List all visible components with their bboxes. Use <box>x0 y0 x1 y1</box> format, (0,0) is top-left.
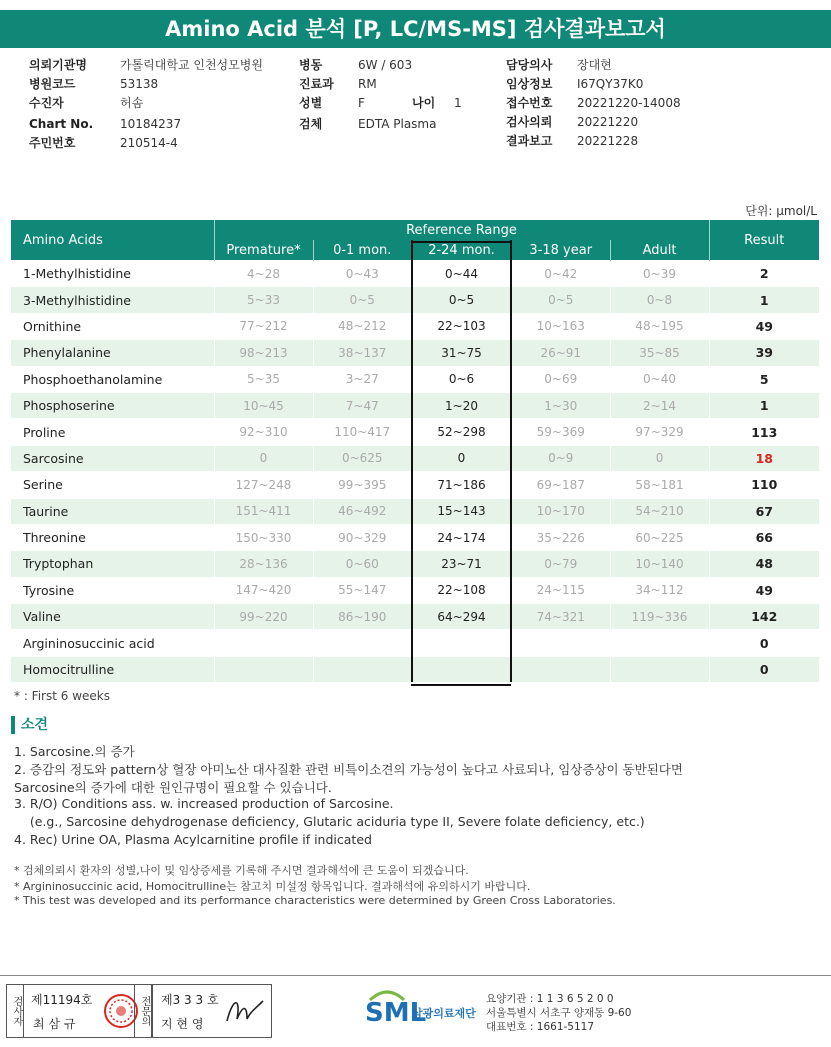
reference-range-cell: 31~75 <box>412 340 511 366</box>
table-row <box>11 604 819 630</box>
reference-range-cell: 99~220 <box>214 604 313 630</box>
info-value: RM <box>358 77 377 91</box>
amino-acid-name: Sarcosine <box>11 445 214 471</box>
report-title: Amino Acid 분석 [P, LC/MS-MS] 검사결과보고서 <box>0 10 831 48</box>
amino-acid-name: Valine <box>11 604 214 630</box>
footer-divider <box>0 975 831 976</box>
amino-acid-name: Homocitrulline <box>11 656 214 682</box>
result-value: 1 <box>709 287 819 313</box>
reference-range-cell <box>610 630 709 656</box>
info-value: 6W / 603 <box>358 58 413 72</box>
reference-range-cell: 0~8 <box>610 287 709 313</box>
result-value: 18 <box>709 445 819 471</box>
reference-range-cell: 0~39 <box>610 261 709 287</box>
table-footnote: * : First 6 weeks <box>14 689 110 703</box>
reference-range-cell: 35~226 <box>511 524 610 550</box>
handwritten-signature-icon <box>223 991 267 1031</box>
reference-range-cell: 147~420 <box>214 577 313 603</box>
reference-range-cell: 58~181 <box>610 472 709 498</box>
reference-range-cell: 0 <box>610 445 709 471</box>
highlight-box-bottom <box>411 684 511 686</box>
amino-acid-name: Serine <box>11 472 214 498</box>
reference-range-cell: 77~212 <box>214 313 313 339</box>
reference-range-cell: 0~5 <box>511 287 610 313</box>
reference-range-cell: 0~60 <box>313 551 412 577</box>
reference-range-cell: 0 <box>214 445 313 471</box>
info-value: 장대현 <box>577 58 612 72</box>
reference-range-cell: 127~248 <box>214 472 313 498</box>
reference-range-cell: 7~47 <box>313 392 412 418</box>
table-row <box>11 287 819 313</box>
info-label: 담당의사 <box>506 58 553 72</box>
info-value: F <box>358 96 365 110</box>
reference-range-cell <box>412 630 511 656</box>
table-row <box>11 656 819 682</box>
table-row <box>11 630 819 656</box>
reference-range-cell: 0~5 <box>313 287 412 313</box>
table-row <box>11 419 819 445</box>
table-row <box>11 472 819 498</box>
reference-range-cell: 0~9 <box>511 445 610 471</box>
address-line-3: 대표번호 : 1661-5117 <box>486 1021 595 1033</box>
opinion-line: 1. Sarcosine.의 증가 <box>14 744 135 759</box>
result-value: 5 <box>709 366 819 392</box>
table-row <box>11 551 819 577</box>
reference-range-cell: 5~33 <box>214 287 313 313</box>
note-line: * Argininosuccinic acid, Homocitrulline는 참고치 미설정 항목입니다. 결과해석에 유의하시기 바랍니다. <box>14 880 531 893</box>
reference-range-cell <box>610 656 709 682</box>
unit-label: 단위: μmol/L <box>745 204 817 218</box>
reference-range-cell: 3~27 <box>313 366 412 392</box>
result-value: 0 <box>709 630 819 656</box>
reference-range-cell: 1~20 <box>412 392 511 418</box>
info-value: I67QY37K0 <box>577 77 644 91</box>
info-label: 진료과 <box>299 77 334 91</box>
signature-vertical-label: 전문의 <box>135 985 152 1037</box>
reference-range-cell: 28~136 <box>214 551 313 577</box>
reference-range-cell: 0~69 <box>511 366 610 392</box>
info-value: 53138 <box>120 77 159 91</box>
info-label: 임상정보 <box>506 77 553 91</box>
reference-range-cell: 119~336 <box>610 604 709 630</box>
amino-acid-name: 3-Methylhistidine <box>11 287 214 313</box>
note-line: * This test was developed and its performance characteristics were determined by Green Cross Laboratories. <box>14 894 616 907</box>
info-label: 의뢰기관명 <box>29 58 87 72</box>
amino-acid-name: Argininosuccinic acid <box>11 630 214 656</box>
reference-range-cell: 24~115 <box>511 577 610 603</box>
amino-acid-name: Proline <box>11 419 214 445</box>
info-label: 병동 <box>299 58 323 72</box>
reference-range-cell: 35~85 <box>610 340 709 366</box>
reference-range-cell: 26~91 <box>511 340 610 366</box>
reference-range-cell: 38~137 <box>313 340 412 366</box>
info-label: 병원코드 <box>29 77 76 91</box>
result-value: 49 <box>709 313 819 339</box>
address-line-1: 요양기관 : 1 1 3 6 5 2 0 0 <box>486 993 614 1005</box>
table-row <box>11 366 819 392</box>
info-value: 10184237 <box>120 117 182 131</box>
reference-range-cell: 5~35 <box>214 366 313 392</box>
reference-range-cell: 0~79 <box>511 551 610 577</box>
reference-range-cell: 92~310 <box>214 419 313 445</box>
table-row <box>11 524 819 550</box>
amino-acid-table <box>11 220 819 682</box>
col-header-reference-range: Reference Range <box>214 220 709 240</box>
reference-range-cell: 1~30 <box>511 392 610 418</box>
info-value: 허솜 <box>120 96 144 110</box>
brand-logo: SML <box>365 998 427 1028</box>
reference-range-cell: 150~330 <box>214 524 313 550</box>
reference-range-cell <box>313 630 412 656</box>
opinion-line: 4. Rec) Urine OA, Plasma Acylcarnitine profile if indicated <box>14 832 372 847</box>
info-label: 결과보고 <box>506 134 553 148</box>
amino-acid-name: Threonine <box>11 524 214 550</box>
col-header-result: Result <box>709 220 819 261</box>
info-value: EDTA Plasma <box>358 117 437 131</box>
age-value: 1 <box>454 96 462 110</box>
opinion-heading: 소견 <box>11 716 48 734</box>
signature-vertical-label: 검사자 <box>7 985 24 1037</box>
reference-range-cell: 2~14 <box>610 392 709 418</box>
reference-range-cell <box>511 656 610 682</box>
signer-name: 지 현 영 <box>161 1017 204 1031</box>
reference-range-cell: 0 <box>412 445 511 471</box>
reference-range-cell <box>412 656 511 682</box>
reference-range-cell: 0~5 <box>412 287 511 313</box>
reference-range-cell: 10~170 <box>511 498 610 524</box>
reference-range-cell: 10~45 <box>214 392 313 418</box>
age-label: 나이 <box>412 96 436 110</box>
reference-range-cell: 64~294 <box>412 604 511 630</box>
reference-range-cell: 98~213 <box>214 340 313 366</box>
table-row <box>11 261 819 287</box>
reference-range-cell: 0~42 <box>511 261 610 287</box>
sub-header-3-18-year: 3-18 year <box>511 240 610 261</box>
reference-range-cell: 48~212 <box>313 313 412 339</box>
info-label: 접수번호 <box>506 96 553 110</box>
result-value: 142 <box>709 604 819 630</box>
reference-range-cell: 34~112 <box>610 577 709 603</box>
amino-acid-name: Phenylalanine <box>11 340 214 366</box>
reference-range-cell: 59~369 <box>511 419 610 445</box>
info-label: 주민번호 <box>29 136 76 150</box>
signer-name: 최 삼 규 <box>33 1017 76 1031</box>
table-row <box>11 340 819 366</box>
reference-range-cell: 0~625 <box>313 445 412 471</box>
sub-header-premature: Premature* <box>214 240 313 261</box>
sub-header-2-24-mon: 2-24 mon. <box>412 240 511 261</box>
col-header-amino-acids: Amino Acids <box>11 220 214 261</box>
result-value: 2 <box>709 261 819 287</box>
reference-range-cell: 74~321 <box>511 604 610 630</box>
reference-range-cell: 60~225 <box>610 524 709 550</box>
license-number: 제3 3 3 호 <box>161 993 219 1007</box>
result-value: 110 <box>709 472 819 498</box>
reference-range-cell: 55~147 <box>313 577 412 603</box>
reference-range-cell: 0~43 <box>313 261 412 287</box>
table-row <box>11 313 819 339</box>
amino-acid-name: 1-Methylhistidine <box>11 261 214 287</box>
reference-range-cell: 86~190 <box>313 604 412 630</box>
reference-range-cell <box>511 630 610 656</box>
sub-header-adult: Adult <box>610 240 709 261</box>
info-value: 가톨릭대학교 인천성모병원 <box>120 58 263 72</box>
amino-acid-name: Tyrosine <box>11 577 214 603</box>
amino-acid-name: Tryptophan <box>11 551 214 577</box>
info-label: 성별 <box>299 96 323 110</box>
result-value: 0 <box>709 656 819 682</box>
reference-range-cell: 110~417 <box>313 419 412 445</box>
license-number: 제11194호 <box>31 993 93 1007</box>
result-value: 1 <box>709 392 819 418</box>
info-label: Chart No. <box>29 117 94 131</box>
result-value: 48 <box>709 551 819 577</box>
table-row <box>11 577 819 603</box>
reference-range-cell: 99~395 <box>313 472 412 498</box>
opinion-line: 2. 증감의 정도와 pattern상 혈장 아미노산 대사질환 관련 비특이소견의 가능성이 높다고 사료되나, 임상증상이 동반된다면 <box>14 762 683 777</box>
table-row <box>11 392 819 418</box>
reference-range-cell: 151~411 <box>214 498 313 524</box>
signature-box-technologist <box>6 984 153 1038</box>
highlight-box-top <box>411 241 511 243</box>
info-label: 수진자 <box>29 96 64 110</box>
reference-range-cell: 69~187 <box>511 472 610 498</box>
result-value: 113 <box>709 419 819 445</box>
signature-box-specialist <box>134 984 272 1038</box>
address-line-2: 서울특별시 서초구 양재동 9-60 <box>486 1007 632 1019</box>
result-value: 39 <box>709 340 819 366</box>
opinion-line: Sarcosine의 증가에 대한 원인규명이 필요할 수 있습니다. <box>14 780 332 795</box>
table-row <box>11 498 819 524</box>
note-line: * 검체의뢰시 환자의 성별,나이 및 임상증세를 기록해 주시면 결과해석에 큰 도움이 되겠습니다. <box>14 864 469 877</box>
result-value: 67 <box>709 498 819 524</box>
reference-range-cell: 0~40 <box>610 366 709 392</box>
reference-range-cell: 0~44 <box>412 261 511 287</box>
info-label: 검체 <box>299 117 323 131</box>
brand-name: 삼광의료재단 <box>412 1007 476 1020</box>
reference-range-cell <box>214 630 313 656</box>
reference-range-cell: 22~108 <box>412 577 511 603</box>
table-row <box>11 445 819 471</box>
reference-range-cell: 0~6 <box>412 366 511 392</box>
reference-range-cell: 48~195 <box>610 313 709 339</box>
reference-range-cell: 10~163 <box>511 313 610 339</box>
info-value: 20221220 <box>577 115 639 129</box>
amino-acid-name: Phosphoethanolamine <box>11 366 214 392</box>
reference-range-cell: 71~186 <box>412 472 511 498</box>
result-value: 66 <box>709 524 819 550</box>
info-value: 210514-4 <box>120 136 178 150</box>
amino-acid-name: Taurine <box>11 498 214 524</box>
reference-range-cell: 10~140 <box>610 551 709 577</box>
reference-range-cell: 24~174 <box>412 524 511 550</box>
info-value: 20221228 <box>577 134 639 148</box>
result-value: 49 <box>709 577 819 603</box>
info-label: 검사의뢰 <box>506 115 553 129</box>
opinion-line: 3. R/O) Conditions ass. w. increased production of Sarcosine. <box>14 796 394 811</box>
amino-acid-name: Ornithine <box>11 313 214 339</box>
reference-range-cell: 15~143 <box>412 498 511 524</box>
info-value: 20221220-14008 <box>577 96 681 110</box>
reference-range-cell <box>313 656 412 682</box>
reference-range-cell: 4~28 <box>214 261 313 287</box>
reference-range-cell: 90~329 <box>313 524 412 550</box>
reference-range-cell: 97~329 <box>610 419 709 445</box>
reference-range-cell: 23~71 <box>412 551 511 577</box>
sub-header-0-1-mon: 0-1 mon. <box>313 240 412 261</box>
reference-range-cell: 46~492 <box>313 498 412 524</box>
reference-range-cell: 22~103 <box>412 313 511 339</box>
opinion-line: (e.g., Sarcosine dehydrogenase deficiency, Glutaric aciduria type II, Severe folate deficiency, etc.) <box>14 814 645 829</box>
reference-range-cell: 54~210 <box>610 498 709 524</box>
reference-range-cell <box>214 656 313 682</box>
reference-range-cell: 52~298 <box>412 419 511 445</box>
amino-acid-name: Phosphoserine <box>11 392 214 418</box>
